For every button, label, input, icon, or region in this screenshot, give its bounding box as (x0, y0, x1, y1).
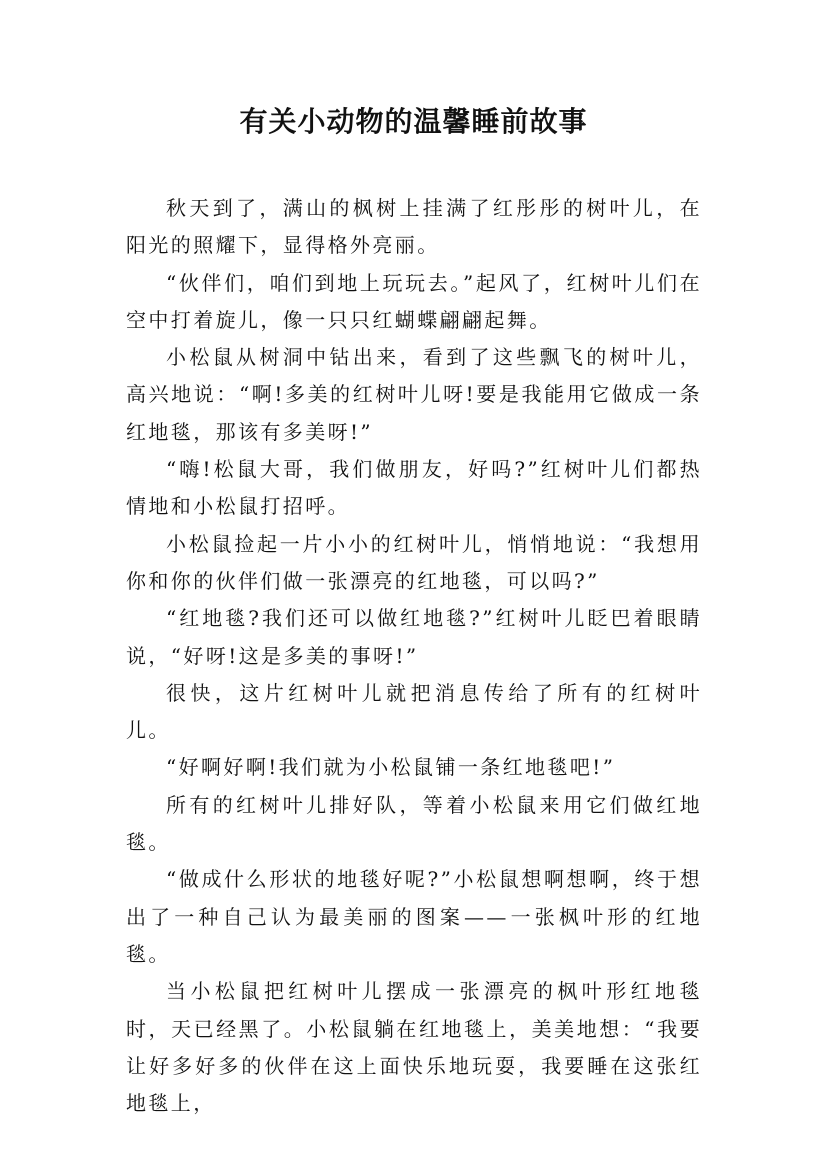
paragraph-3: 小松鼠从树洞中钻出来，看到了这些飘飞的树叶儿，高兴地说：“啊!多美的红树叶儿呀!要是我能用它做成一条红地毯，那该有多美呀!” (126, 345, 702, 444)
paragraph-6: “红地毯?我们还可以做红地毯?”红树叶儿眨巴着眼睛说，“好呀!这是多美的事呀!” (126, 606, 702, 668)
paragraph-2: “伙伴们，咱们到地上玩玩去。”起风了，红树叶儿们在空中打着旋儿，像一只只红蝴蝶翩翩起舞。 (126, 270, 702, 332)
paragraph-1: 秋天到了，满山的枫树上挂满了红彤彤的树叶儿，在阳光的照耀下，显得格外亮丽。 (126, 196, 702, 258)
paragraph-5: 小松鼠捡起一片小小的红树叶儿，悄悄地说：“我想用你和你的伙伴们做一张漂亮的红地毯，可以吗?” (126, 531, 702, 593)
document-title: 有关小动物的温馨睡前故事 (239, 105, 588, 138)
paragraph-9: 所有的红树叶儿排好队，等着小松鼠来用它们做红地毯。 (126, 792, 702, 855)
paragraph-11: 当小松鼠把红树叶儿摆成一张漂亮的枫叶形红地毯时，天已经黑了。小松鼠躺在红地毯上，美美地想：“我要让好多好多的伙伴在这上面快乐地玩耍，我要睡在这张红地毯上， (126, 979, 702, 1116)
paragraph-8: “好啊好啊!我们就为小松鼠铺一条红地毯吧!” (166, 755, 616, 780)
paragraph-10: “做成什么形状的地毯好呢?”小松鼠想啊想啊，终于想出了一种自己认为最美丽的图案——一张枫叶形的红地毯。 (126, 867, 702, 966)
paragraph-4: “嗨!松鼠大哥，我们做朋友，好吗?”红树叶儿们都热情地和小松鼠打招呼。 (126, 457, 702, 519)
story-body (126, 190, 702, 1122)
paragraph-7: 很快，这片红树叶儿就把消息传给了所有的红树叶儿。 (126, 680, 702, 743)
